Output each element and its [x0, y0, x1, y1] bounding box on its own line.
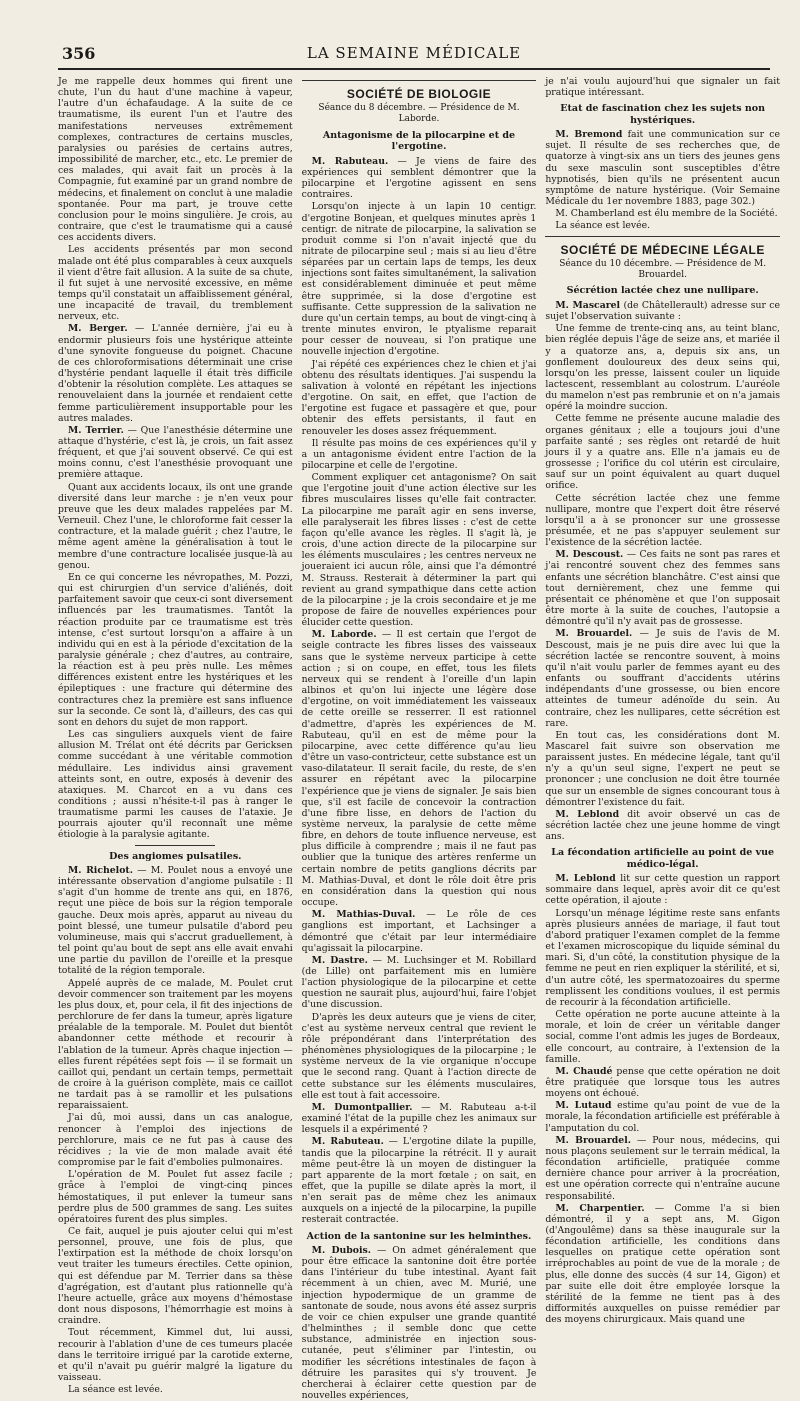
paragraph: Cette opération ne porte aucune atteinte à la morale, et loin de créer un véritable danger social, comme l'ont admis les juges de Bordeaux, elle concourt, au contraire, à l'extension de la famille.: [545, 1009, 781, 1065]
divider: [302, 80, 537, 81]
paragraph: [545, 628, 780, 728]
paragraph: [58, 865, 293, 977]
speaker-name: M. Brouardel.: [555, 1134, 631, 1146]
paragraph: En tout cas, les considérations dont M. Mascarel fait suivre son observation me paraissent justes. En médecine légale, tant qu'il n'y a qu'un seul signe, l'expert ne peut se prononcer ; une conclusion ne doit être tournée que sur un ensemble de signes concourant tous à démontrer l'existence du fait.: [545, 729, 781, 808]
column-2: [301, 76, 537, 1401]
speaker-name: M. Berger.: [68, 323, 128, 335]
paragraph: J'ai dû, moi aussi, dans un cas analogue, renoncer à l'emploi des injections de perchlorure, mais ce ne fut pas à cause des récidives ; la vie de mon malade avait été compromise par le fait d'embolies pulmonaires.: [58, 1112, 293, 1169]
paragraph: [545, 129, 780, 207]
divider: [545, 236, 780, 237]
paragraph: [302, 1245, 537, 1401]
speaker-name: M. Charpentier.: [555, 1202, 645, 1214]
speech-text: — M. Rabuteau a-t-il examiné l'état de la pupille chez les animaux sur lesquels il a expérimenté ?: [301, 1101, 537, 1136]
session-info: Séance du 10 décembre. — Présidence de M. Brouardel.: [559, 258, 767, 280]
paragraph: Cette sécrétion lactée chez une femme nullipare, montre que l'expert doit être réservé lorsqu'il a à se prononcer sur une grossesse présumée, et ne pas s'appuyer seulement sur l'existence de la sécrétion lactée.: [545, 492, 781, 549]
speech-text: — Le rôle de ces ganglions est important, et Lachsinger a démontré que c'était par leur intermédiaire qu'agissait la pilocarpine.: [301, 909, 537, 954]
column-3: [545, 76, 781, 1326]
article-columns: [58, 76, 781, 1401]
speaker-name: M. Richelot.: [68, 865, 133, 877]
paragraph: M. Chamberland est élu membre de la Société.: [555, 208, 778, 220]
speaker-name: M. Dubois.: [311, 1245, 372, 1256]
speaker-name: M. Lutaud: [555, 1100, 612, 1112]
paragraph: La séance est levée.: [555, 220, 651, 232]
paragraph: [545, 1100, 780, 1133]
speech-text: — Que l'anesthésie détermine une attaque d'hystérie, c'est là, je crois, un fait assez fréquent, et que j'ai souvent observé. Ce qui est moins connu, c'est l'anesthésie provoquant une première attaque.: [58, 424, 293, 481]
speech-text: pense que cette opération ne doit être pratiquée que lorsque tous les autres moyens ont échoué.: [545, 1065, 781, 1100]
paragraph: [545, 549, 780, 627]
speaker-name: M. Leblond: [555, 808, 620, 820]
speech-text: — L'année dernière, j'ai eu à endormir plusieurs fois une hystérique atteinte d'une synovite fongueuse du poignet. Chacune de ces chloroformisations déterminait une crise d'hystérie pendant laquelle il était très difficile d'obtenir la résolution complète. Les attaques se renouvelaient dans la journée et rendaient cette femme particulièrement insupportable pour les autres malades.: [58, 323, 293, 424]
speaker-name: M. Rabuteau.: [311, 1136, 384, 1148]
paragraph: [545, 1203, 780, 1326]
section-title: SOCIÉTÉ DE MÉDECINE LÉGALE: [560, 242, 765, 257]
paragraph: J'ai répété ces expériences chez le chien et j'ai obtenu des résultats identiques. J'ai suspendu la salivation à volonté en répétant les injections d'ergotine. On sait, en effet, que l'action de l'ergotine est fugace et passagère et que, pour obtenir des effets persistants, il faut en renouveler les doses assez fréquemment.: [301, 358, 537, 437]
speaker-name: M. Rabuteau.: [311, 155, 389, 167]
speech-text: — Pour nous, médecins, qui nous plaçons seulement sur le terrain médical, la fécondation artificielle, pratiquée comme dernière chance pour arriver à la procréation, est une opération correcte qui n'entraîne aucune responsabilité.: [545, 1134, 781, 1202]
paragraph: [545, 1066, 780, 1099]
paragraph: [545, 809, 780, 842]
paragraph: Les accidents présentés par mon second malade ont été plus comparables à ceux auxquels il vient d'être fait allusion. A la suite de sa chute, il fut sujet à une nervosité excessive, en même temps qu'il constatait un affaiblissement général, une incapacité de travail, du tremblement nerveux, etc.: [58, 244, 293, 323]
speech-text: — L'ergotine dilate la pupille, tandis que la pilocarpine la rétrécit. Il y aurait même peut-être là un moyen de distinguer la part apparente de la mort fœtale ; on sait, en effet, que la pupille se dilate après la mort, il n'en serait pas de même chez les animaux auxquels on a injecté de la pilocarpine, la pupille resterait contractée.: [301, 1136, 537, 1226]
subsection-title: Sécrétion lactée chez une nullipare.: [566, 285, 759, 297]
speech-text: — M. Poulet nous a envoyé une intéressante observation d'angiome pulsatile : Il s'agit d'un homme de trente ans qui, en 1876, reçut une pièce de bois sur la région temporale gauche. Deux mois après, apparut au niveau du point blessé, une tumeur pulsatile d'abord peu volumineuse, mais qui s'accrut graduellement, à tel point qu'au bout de sept ans elle avait envahi une partie du pavillon de l'oreille et la presque totalité de la région temporale.: [58, 865, 293, 977]
journal-title: LA SEMAINE MÉDICALE: [306, 44, 522, 62]
subsection-title: Action de la santonine sur les helminthes.: [306, 1230, 532, 1242]
paragraph: [545, 873, 780, 906]
speech-text: — Comme l'a si bien démontré, il y a sept ans, M. Gigon (d'Angoulême) dans sa thèse inaugurale sur la fécondation artificielle, les conditions dans lesquelles on pratique cette opération sont irréprochables au point de vue de la morale ; de plus, elle donne des succès (4 sur 14, Gigon) et par suite elle doit être employée lorsque la stérilité de la femme ne tient pas à des difformités auxquelles on puisse remédier par des moyens chirurgicaux. Mais quand une: [545, 1202, 781, 1326]
speaker-name: M. Chaudé: [555, 1065, 613, 1077]
subsection-title: Antagonisme de la pilocarpine et de l'ergotine.: [322, 129, 516, 153]
subsection-title: Des angiomes pulsatiles.: [109, 850, 242, 862]
speech-text: — Je viens de faire des expériences qui semblent démontrer que la pilocarpine et l'ergotine agissent en sens contraires.: [301, 155, 537, 201]
paragraph: [302, 1102, 537, 1135]
paragraph: Lorsqu'un ménage légitime reste sans enfants après plusieurs années de mariage, il faut tout d'abord pratiquer l'examen complet de la femme et l'examen microscopique du liquide séminal du mari. Si, d'un côté, la constitution physique de la femme ne peut en rien expliquer la stérilité, et si, d'un autre côté, les spermatozoaires du sperme remplissent les conditions voulues, il est permis de recourir à la fécondation artificielle.: [545, 907, 781, 1008]
speech-text: lit sur cette question un rapport sommaire dans lequel, après avoir dit ce qu'est cette opération, il ajoute :: [545, 873, 781, 907]
paragraph: Comment expliquer cet antagonisme? On sait que l'ergotine jouit d'une action élective sur les fibres musculaires lisses qu'elle fait contracter. La pilocarpine me paraît agir en sens inverse, elle paralyserait les fibres lisses : c'est de cette façon qu'elle avance les règles. Il s'agit là, je crois, d'une action directe de la pilocarpine sur les éléments musculaires ; les centres nerveux ne joueraient ici aucun rôle, ainsi que l'a démontré M. Strauss. Resterait à déterminer la part qui revient au grand sympathique dans cette action de la pilocarpine ; je la crois secondaire et je me propose de faire de nouvelles expériences pour élucider cette question.: [301, 472, 537, 629]
speech-text: (de Châtellerault) adresse sur ce sujet l'observation suivante :: [545, 299, 781, 323]
divider: [135, 845, 215, 846]
paragraph: [58, 323, 293, 423]
speaker-name: M. Terrier.: [68, 424, 124, 436]
subsection-title: Etat de fascination chez les sujets non hystériques.: [560, 103, 766, 126]
paragraph: D'après les deux auteurs que je viens de citer, c'est au système nerveux central que revient le rôle prépondérant dans l'interprétation des phénomènes physiologiques de la pilocarpine ; le système nerveux de la vie organique n'occupe que le second rang. Quant à l'action directe de cette substance sur les éléments musculaires, elle est tout à fait accessoire.: [301, 1011, 537, 1101]
column-1: [58, 76, 293, 1396]
paragraph: [58, 425, 293, 481]
speaker-name: M. Dumontpallier.: [311, 1101, 413, 1113]
paragraph: La séance est levée.: [68, 1384, 163, 1396]
speaker-name: M. Bremond: [555, 129, 623, 141]
session-info: Séance du 8 décembre. — Présidence de M. Laborde.: [318, 103, 520, 125]
paragraph: [302, 1136, 537, 1225]
speech-text: — M. Luchsinger et M. Robillard (de Lille) ont parfaitement mis en lumière l'action physiologique de la pilocarpine et cette question ne saurait plus, aujourd'hui, faire l'objet d'une discussion.: [301, 954, 537, 1011]
speech-text: — Il est certain que l'ergot de seigle contracte les fibres lisses des vaisseaux sans que le système nerveux participe à cette action ; si on coupe, en effet, tous les filets nerveux qui se rendent à l'oreille d'un lapin albinos et qu'on lui injecte une légère dose d'ergotine, on voit immédiatement les vaisseaux de cette oreille se resserrer. Il est rationnel d'admettre, d'après les expériences de M. Rabuteau, qu'il en est de même pour la pilocarpine, avec cette différence qu'au lieu d'être un vaso-contricteur, cette substance est un vaso-dilatateur. Il serait facile, du reste, de s'en assurer en répétant avec la pilocarpine l'expérience que je viens de signaler. Je sais bien que, s'il est facile de concevoir la contraction d'une fibre lisse, en dehors de l'action du système nerveux, la paralysie de cette même fibre, en dehors de toute influence nerveuse, est plus difficile à comprendre ; mais il ne faut pas oublier que la tunique des artères renferme un certain nombre de petits ganglions décrits par M. Mathias-Duval, et dont le rôle doit être pris en considération dans la question qui nous occupe.: [301, 629, 537, 909]
paragraph: Ce fait, auquel je puis ajouter celui qui m'est personnel, prouve, une fois de plus, que l'extirpation est la méthode de choix lorsqu'on veut traiter les tumeurs érectiles. Cette opinion, qui est défendue par M. Terrier dans sa thèse d'agrégation, est d'autant plus rationnelle qu'à l'heure actuelle, grâce aux moyens d'hémostase dont nous disposons, l'hémorrhagie est moins à craindre.: [58, 1226, 293, 1327]
paragraph: [545, 300, 780, 322]
speech-text: dit avoir observé un cas de sécrétion lactée chez une jeune homme de vingt ans.: [545, 808, 781, 843]
section-title: SOCIÉTÉ DE BIOLOGIE: [346, 87, 492, 101]
paragraph: L'opération de M. Poulet fut assez facile ; grâce à l'emploi de vingt-cinq pinces hémostatiques, il put enlever la tumeur sans perdre plus de 500 grammes de sang. Les suites opératoires furent des plus simples.: [58, 1169, 293, 1225]
speaker-name: M. Descoust.: [555, 549, 624, 561]
speech-text: fait une communication sur ce sujet. Il résulte de ses recherches que, de quatorze à vingt-six ans un tiers des jeunes gens du sexe masculin sont susceptibles d'être hypnotisés, bien qu'ils ne présentent aucun symptôme de nature hystérique. (Voir Semaine Médicale du 1er novembre 1883, page 302.): [545, 129, 781, 208]
paragraph: Cette femme ne présente aucune maladie des organes génitaux ; elle a toujours joui d'une parfaite santé ; ses règles ont retardé de huit jours il y a quatre ans. Elle n'a jamais eu de grossesse ; l'orifice du col utérin est circulaire, sauf sur un point équivalent au quart duquel orifice.: [545, 413, 781, 492]
paragraph: Tout récemment, Kimmel dut, lui aussi, recourir à l'ablation d'une de ces tumeurs placée dans le territoire irrigué par la carotide externe, et qu'il n'avait pu guérir malgré la ligature du vaisseau.: [58, 1327, 293, 1384]
paragraph: En ce qui concerne les névropathes, M. Pozzi, qui est chirurgien d'un service d'aliénés, doit parfaitement savoir que ceux-ci sont diversement influencés par les traumatismes. Tantôt la réaction produite par ce traumatisme est très intense, c'est surtout lorsqu'on a affaire à un individu qui en est à la période d'excitation de la paralysie générale ; chez d'autres, au contraire, la réaction est à peu près nulle. Les mêmes différences existent entre les hystériques et les épileptiques : une fracture qui détermine des contractures chez la première est sans influence sur la seconde. Ce sont là, d'ailleurs, des cas qui sont en dehors du sujet de mon rapport.: [58, 571, 293, 728]
paragraph: [302, 156, 537, 201]
paragraph: Appelé auprès de ce malade, M. Poulet crut devoir commencer son traitement par les moyens les plus doux, et, pour cela, il fit des injections de perchlorure de fer dans la tumeur, après ligature préalable de la temporale. M. Poulet dut bientôt abandonner cette méthode et recourir à l'ablation de la tumeur. Après chaque injection — elles furent répétées sept fois — il se formait un caillot qui, pendant un certain temps, permettait de croire à la guérison complète, mais ce caillot ne tardait pas à se ramollir et les pulsations reparaissaient.: [58, 977, 293, 1112]
speaker-name: M. Dastre.: [311, 954, 368, 966]
paragraph: [302, 909, 537, 954]
speaker-name: M. Mascarel: [555, 299, 621, 311]
speaker-name: M. Laborde.: [311, 629, 377, 641]
speech-text: — On admet généralement que pour être efficace la santonine doit être portée dans l'intérieur du tube intestinal. Ayant fait récemment à un chien, avec M. Murié, une injection hypodermique de un gramme de santonate de soude, nous avons été assez surpris de voir ce chien expulser une grande quantité d'helminthes ; il semble donc que cette substance, administrée en injection sous-cutanée, peut s'éliminer par l'intestin, ou modifier les sécrétions intestinales de façon à détruire les parasites qui s'y trouvent. Je chercherai à éclairer cette question par de nouvelles expériences,: [301, 1245, 537, 1401]
paragraph: [302, 955, 537, 1011]
paragraph: [302, 629, 537, 908]
paragraph: Une femme de trente-cinq ans, au teint blanc, bien réglée depuis l'âge de seize ans, et mariée il y a quatorze ans, a, depuis six ans, un gonflement douloureux des deux seins qui, lorsqu'on les presse, laissent couler un liquide lactescent, ressemblant au colostrum. L'auréole du mamelon n'est pas rembrunie et on n'a jamais opéré la moindre succion.: [545, 323, 781, 413]
page-header: [58, 42, 770, 70]
speech-text: — Ces faits ne sont pas rares et j'ai rencontré souvent chez des femmes sans enfants une sécrétion blanchâtre. C'est ainsi que tout dernièrement, chez une femme qui présentait ce phénomène et que l'on supposait être morte à la suite de couches, l'autopsie a démontré qu'il n'y avait pas de grossesse.: [545, 549, 781, 628]
paragraph: Lorsqu'on injecte à un lapin 10 centigr. d'ergotine Bonjean, et quelques minutes après 1 centigr. de nitrate de pilocarpine, la salivation se produit comme si l'on n'avait injecté que du nitrate de pilocarpine seul ; mais si au lieu d'être séparées par un certain laps de temps, les deux injections sont faites simultanément, la salivation est considérablement diminuée et peut même être supprimée, si la dose d'ergotine est suffisante. Cette suppression de la salivation ne dure qu'un certain temps, au bout de vingt-cinq à trente minutes environ, le ptyalisme reparait pour cesser de nouveau, si l'on pratique une nouvelle injection d'ergotine.: [301, 201, 537, 358]
paragraph: Je me rappelle deux hommes qui firent une chute, l'un du haut d'une machine à vapeur, l'autre d'un échafaudage. A la suite de ce traumatisme, ils eurent l'un et l'autre des manifestations nerveuses extrêmement complexes, contractures de certains muscles, paralysies ou parésies de certains autres, impossibilité de marcher, etc., etc. Le premier de ces malades, qui avait fait un procès à la Compagnie, fut examiné par un grand nombre de médecins, et finalement on conclut à une maladie spontanée. Pour ma part, je trouve cette conclusion pour le moins singulière. Je crois, au contraire, que c'est le traumatisme qui a causé ces accidents divers.: [58, 76, 293, 244]
paragraph: Il résulte pas moins de ces expériences qu'il y a un antagonisme évident entre l'action de la pilocarpine et celle de l'ergotine.: [301, 437, 537, 471]
speaker-name: M. Brouardel.: [555, 628, 633, 640]
speaker-name: M. Mathias-Duval.: [311, 909, 416, 921]
speaker-name: M. Leblond: [555, 873, 616, 885]
paragraph: Les cas singuliers auxquels vient de faire allusion M. Trélat ont été décrits par Gericksen comme succédant à une véritable commotion médullaire. Les individus ainsi gravement atteints sont, en outre, exposés à devenir des ataxiques. M. Charcot en a vu dans ces conditions ; aussi n'hésite-t-il pas à ranger le traumatisme parmi les causes de l'ataxie. Je pourrais ajouter qu'il reconnaît une même étiologie à la paralysie agitante.: [58, 729, 293, 841]
paragraph: [545, 1135, 780, 1202]
subsection-title: La fécondation artificielle au point de vue médico-légal.: [551, 847, 775, 870]
speech-text: — Je suis de l'avis de M. Descoust, mais je ne puis dire avec lui que la sécrétion lactée se rencontre souvent, à moins qu'il n'ait voulu parler de femmes ayant eu des enfants ou souffrant d'accidents utérins indépendants d'une grossesse, ou bien encore atteintes de tumeur adénoïde du sein. Au contraire, chez les nullipares, cette sécrétion est rare.: [545, 628, 781, 729]
speech-text: estime qu'au point de vue de la morale, la fécondation artificielle est préférable à l'amputation du col.: [545, 1100, 781, 1134]
paragraph: je n'ai voulu aujourd'hui que signaler un fait pratique intéressant.: [545, 76, 781, 99]
paragraph: Quant aux accidents locaux, ils ont une grande diversité dans leur marche : je n'en veux pour preuve que les deux malades rappelées par M. Verneuil. Chez l'une, le chloroforme fait cesser la contracture, et la malade guérit ; chez l'autre, le même agent amène la généralisation à tout le membre d'une contracture localisée jusque-là au genou.: [58, 481, 293, 571]
page-number: 356: [62, 44, 96, 63]
